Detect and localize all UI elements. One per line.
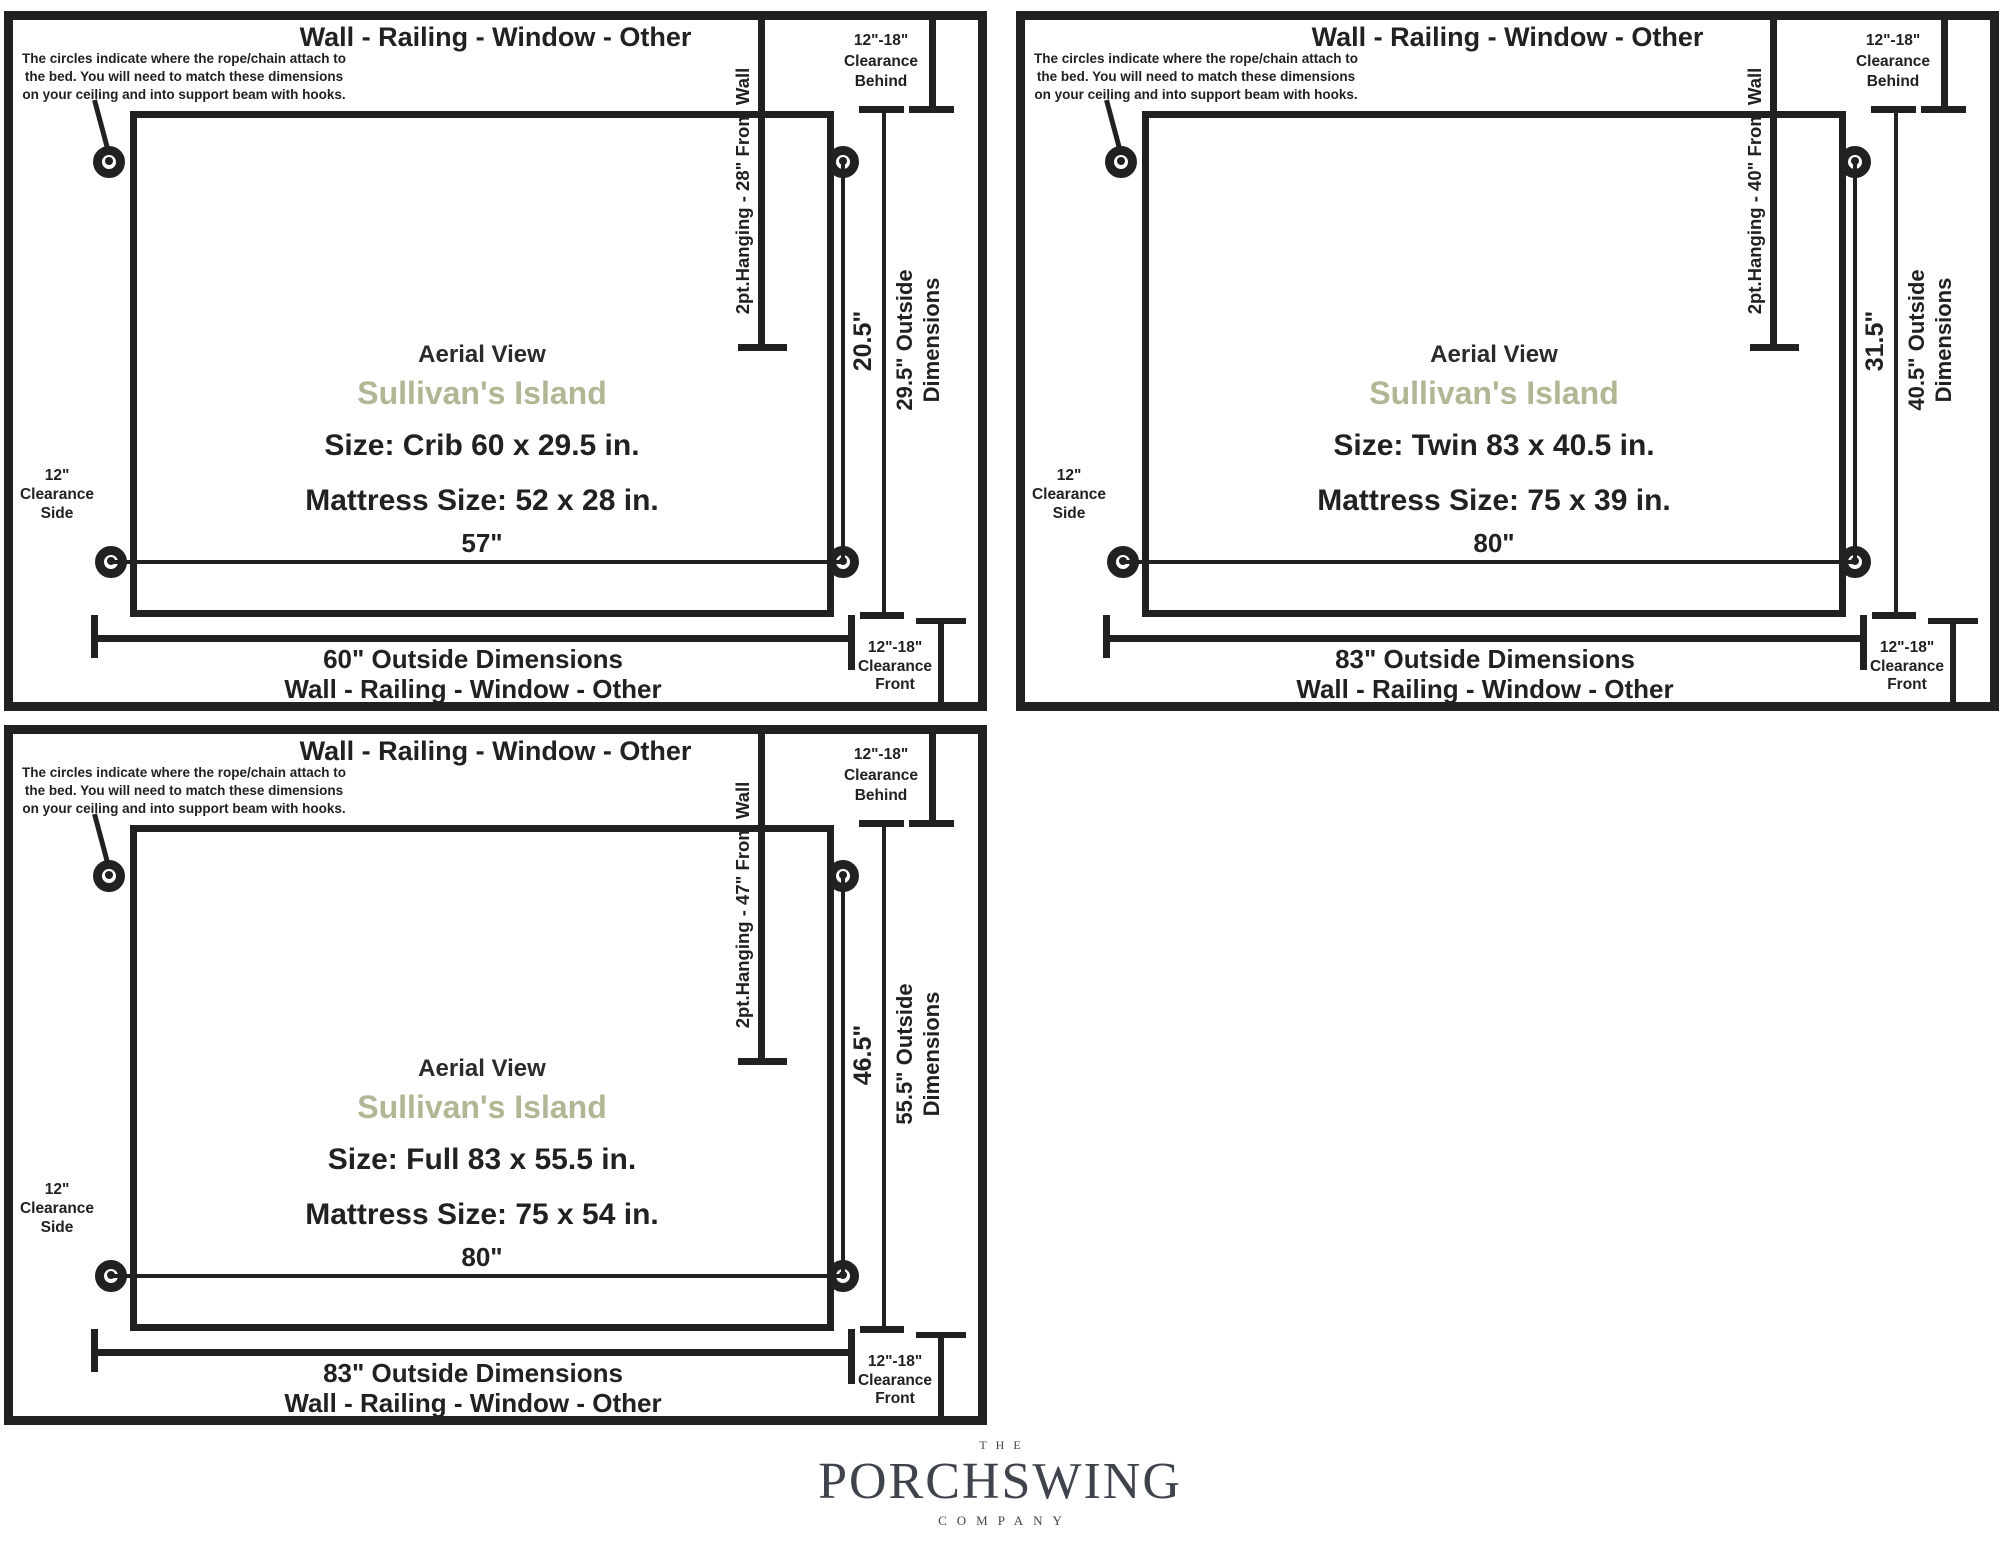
attachment-point-icon <box>93 860 125 892</box>
clearance-front-tick <box>1928 618 1978 624</box>
clearance-side-where: Side <box>1052 505 1086 522</box>
clearance-behind-label <box>811 745 951 807</box>
logo-company-text: COMPANY <box>938 1513 1072 1528</box>
note-line-1: The circles indicate where the rope/chain attach to <box>21 765 347 780</box>
hanging-dimension-line <box>758 20 765 351</box>
note-line-1: The circles indicate where the rope/chain attach to <box>21 51 347 66</box>
product-name: Sullivan's Island <box>357 1089 607 1125</box>
wall-label-bottom: Wall - Railing - Window - Other <box>1296 674 1674 704</box>
outside-depth-tick <box>859 820 904 827</box>
clearance-side-label <box>1025 466 1113 523</box>
clearance-front-tick <box>916 1332 966 1338</box>
clearance-side-where: Side <box>40 505 74 522</box>
clearance-behind-where: Behind <box>854 787 908 804</box>
outside-depth-label <box>891 160 947 520</box>
aerial-text-block <box>1142 340 1846 520</box>
clearance-side-word: Clearance <box>19 486 95 503</box>
outside-depth-label-line-1: 55.5" Outside <box>892 983 917 1125</box>
aerial-view-title: Aerial View <box>418 1055 546 1082</box>
bed-size-text: Size: Crib 60 x 29.5 in. <box>324 429 640 462</box>
attachment-point-icon <box>93 146 125 178</box>
product-name: Sullivan's Island <box>1369 375 1619 411</box>
outside-depth-line <box>882 824 886 1330</box>
clearance-front-range: 12"-18" <box>867 1353 923 1370</box>
aerial-view-title: Aerial View <box>1430 341 1558 368</box>
outside-depth-label-line-2: Dimensions <box>919 277 944 403</box>
clearance-front-label <box>1837 639 1977 695</box>
clearance-front-where: Front <box>875 1390 915 1407</box>
note-line-3: on your ceiling and into support beam with hooks. <box>22 801 346 816</box>
clearance-front-word: Clearance <box>1869 657 1945 675</box>
note-line-2: the bed. You will need to match these dimensions <box>24 783 344 798</box>
clearance-behind-range: 12"-18" <box>853 32 909 49</box>
wall-label-bottom: Wall - Railing - Window - Other <box>284 674 662 704</box>
porchswing-company-logo <box>0 1438 2000 1529</box>
outside-depth-tick <box>859 106 904 113</box>
attachment-point-icon <box>1105 146 1137 178</box>
note-line-2: the bed. You will need to match these dimensions <box>24 69 344 84</box>
panel-full-diagram <box>4 725 987 1425</box>
inner-width-line <box>111 560 843 564</box>
clearance-behind-range: 12"-18" <box>1865 32 1921 49</box>
inner-depth-line <box>1853 162 1857 562</box>
wall-label-bottom: Wall - Railing - Window - Other <box>284 1388 662 1418</box>
outside-depth-tick <box>1871 106 1916 113</box>
hanging-dimension-line <box>758 734 765 1065</box>
wall-label-top: Wall - Railing - Window - Other <box>299 22 692 52</box>
hanging-dimension-line <box>1770 20 1777 351</box>
mattress-size-text: Mattress Size: 75 x 54 in. <box>305 1198 659 1231</box>
outside-depth-label-line-1: 29.5" Outside <box>892 269 917 411</box>
clearance-front-label <box>825 1353 965 1409</box>
outside-depth-tick <box>909 106 954 113</box>
logo-name-text: PORCHSWING <box>818 1453 1182 1510</box>
wall-label-top: Wall - Railing - Window - Other <box>1311 22 1704 52</box>
outside-width-label: 83" Outside Dimensions <box>1335 644 1635 674</box>
clearance-behind-label <box>1823 31 1963 93</box>
note-line-3: on your ceiling and into support beam with hooks. <box>22 87 346 102</box>
clearance-side-label <box>13 1180 101 1237</box>
outside-depth-label-line-1: 40.5" Outside <box>1904 269 1929 411</box>
clearance-side-range: 12" <box>44 1181 70 1198</box>
clearance-front-line <box>1950 618 1956 702</box>
mattress-size-text: Mattress Size: 75 x 39 in. <box>1317 484 1671 517</box>
clearance-front-where: Front <box>875 676 915 693</box>
inner-width-line <box>111 1274 843 1278</box>
panel-crib-diagram <box>4 11 987 711</box>
hanging-dimension-label: 2pt.Hanging - 47" From Wall <box>732 781 753 1029</box>
inner-width-label: 80" <box>1473 528 1515 558</box>
note-line-2: the bed. You will need to match these dimensions <box>1036 69 1356 84</box>
inner-depth-label: 20.5" <box>849 310 877 372</box>
outside-depth-tick <box>860 1326 904 1333</box>
clearance-side-range: 12" <box>44 467 70 484</box>
clearance-front-where: Front <box>1887 676 1927 693</box>
inner-width-label: 57" <box>461 528 503 558</box>
clearance-side-label <box>13 466 101 523</box>
clearance-behind-label <box>811 31 951 93</box>
clearance-side-word: Clearance <box>19 1200 95 1217</box>
inner-width-label: 80" <box>461 1242 503 1272</box>
attachment-note <box>1027 50 1365 104</box>
aerial-text-block <box>130 340 834 520</box>
outside-depth-tick <box>1872 612 1916 619</box>
clearance-side-word: Clearance <box>1031 486 1107 503</box>
wall-label-top: Wall - Railing - Window - Other <box>299 736 692 766</box>
inner-depth-line <box>841 162 845 562</box>
outside-width-line <box>91 635 855 642</box>
inner-width-line <box>1123 560 1855 564</box>
inner-depth-line <box>841 876 845 1276</box>
outside-width-label: 60" Outside Dimensions <box>323 644 623 674</box>
clearance-front-line <box>938 618 944 702</box>
outside-width-label: 83" Outside Dimensions <box>323 1358 623 1388</box>
attachment-note <box>15 50 353 104</box>
panel-twin-diagram <box>1016 11 1999 711</box>
mattress-size-text: Mattress Size: 52 x 28 in. <box>305 484 659 517</box>
clearance-behind-range: 12"-18" <box>853 746 909 763</box>
clearance-front-range: 12"-18" <box>1879 639 1935 656</box>
clearance-side-where: Side <box>40 1219 74 1236</box>
clearance-behind-where: Behind <box>854 73 908 90</box>
clearance-front-line <box>938 1332 944 1416</box>
attachment-note <box>15 764 353 818</box>
aerial-view-title: Aerial View <box>418 341 546 368</box>
outside-depth-label-line-2: Dimensions <box>1931 277 1956 403</box>
clearance-front-label <box>825 639 965 695</box>
outside-depth-label <box>1903 160 1959 520</box>
clearance-front-range: 12"-18" <box>867 639 923 656</box>
outside-depth-tick <box>1921 106 1966 113</box>
bed-size-text: Size: Twin 83 x 40.5 in. <box>1333 429 1655 462</box>
outside-depth-label-line-2: Dimensions <box>919 991 944 1117</box>
clearance-front-tick <box>916 618 966 624</box>
inner-depth-label: 31.5" <box>1861 310 1889 372</box>
clearance-behind-word: Clearance <box>843 766 919 784</box>
hanging-dimension-label: 2pt.Hanging - 40" From Wall <box>1744 67 1765 315</box>
note-line-3: on your ceiling and into support beam with hooks. <box>1034 87 1358 102</box>
outside-depth-tick <box>909 820 954 827</box>
inner-depth-label: 46.5" <box>849 1024 877 1086</box>
outside-depth-line <box>882 110 886 616</box>
outside-depth-tick <box>860 612 904 619</box>
bed-size-text: Size: Full 83 x 55.5 in. <box>327 1143 637 1176</box>
aerial-text-block <box>130 1054 834 1234</box>
note-line-1: The circles indicate where the rope/chain attach to <box>1033 51 1359 66</box>
clearance-behind-word: Clearance <box>1855 52 1931 70</box>
clearance-behind-word: Clearance <box>843 52 919 70</box>
logo-the-text: THE <box>979 1438 1030 1452</box>
clearance-side-range: 12" <box>1056 467 1082 484</box>
hanging-dimension-label: 2pt.Hanging - 28" From Wall <box>732 67 753 315</box>
product-name: Sullivan's Island <box>357 375 607 411</box>
outside-depth-line <box>1894 110 1898 616</box>
outside-width-line <box>91 1349 855 1356</box>
outside-width-line <box>1103 635 1867 642</box>
outside-depth-label <box>891 874 947 1234</box>
clearance-behind-where: Behind <box>1866 73 1920 90</box>
clearance-front-word: Clearance <box>857 657 933 675</box>
clearance-front-word: Clearance <box>857 1371 933 1389</box>
